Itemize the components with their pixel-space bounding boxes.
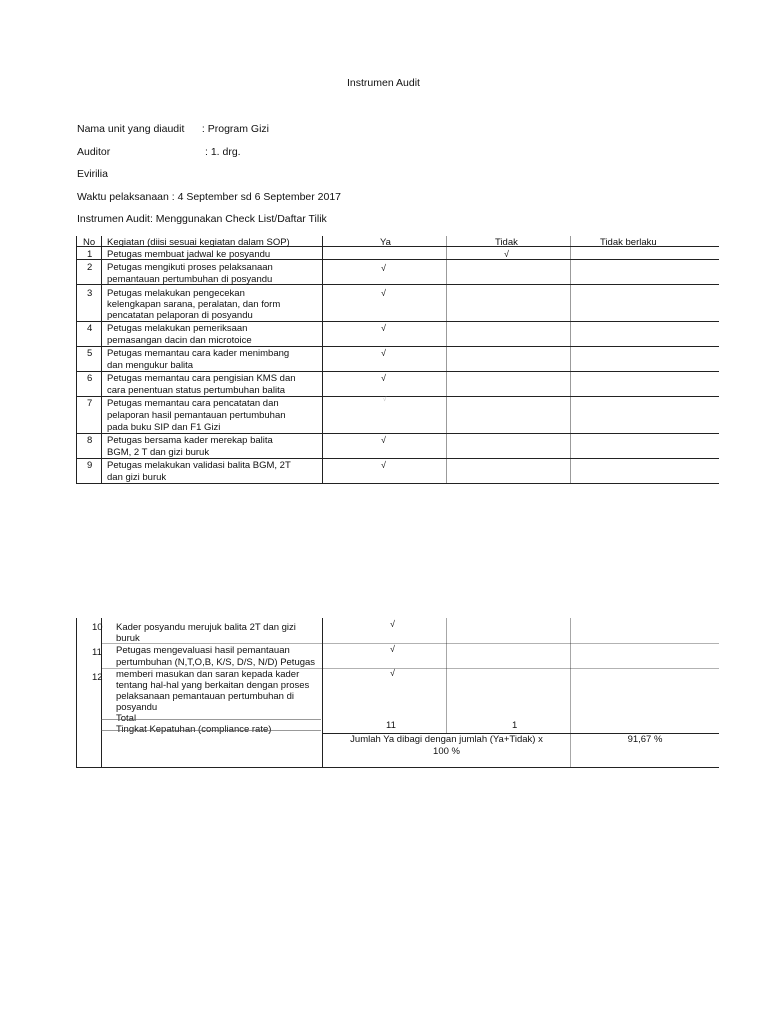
header-tidak-berlaku: Tidak berlaku — [600, 237, 657, 248]
row-kegiatan: Petugas melakukan validasi balita BGM, 2T — [107, 460, 291, 471]
auditor-label: Auditor — [77, 146, 111, 158]
instrumen-line: Instrumen Audit: Menggunakan Check List/Daftar Tilik — [77, 213, 327, 225]
compliance-value: 91,67 % — [627, 734, 663, 745]
row-kegiatan: Petugas memantau cara pengisian KMS dan — [107, 373, 296, 384]
row-kegiatan-cont: pada buku SIP dan F1 Gizi — [107, 422, 221, 433]
row-no: 2 — [87, 262, 93, 273]
row-no: 5 — [87, 348, 93, 359]
ya-check: √ — [381, 288, 386, 298]
header-kegiatan: Kegiatan (diisi sesuai kegiatan dalam SOP) — [107, 237, 290, 248]
row-kegiatan: Petugas mengevaluasi hasil pemantauan — [116, 645, 290, 656]
ya-check: √ — [390, 644, 395, 654]
row-no: 12 — [92, 672, 103, 683]
ya-check: √ — [390, 619, 395, 629]
compliance-formula: Jumlah Ya dibagi dengan jumlah (Ya+Tidak) x — [350, 734, 543, 745]
row-kegiatan: Petugas membuat jadwal ke posyandu — [107, 249, 271, 260]
ya-check: √ — [383, 397, 387, 403]
ya-check: √ — [390, 668, 395, 678]
header-no: No — [83, 237, 96, 248]
row-kegiatan-cont: pemasangan dacin dan microtoice — [107, 335, 252, 346]
row-kegiatan: Petugas mengikuti proses pelaksanaan — [107, 262, 273, 273]
row-kegiatan: Kader posyandu merujuk balita 2T dan gizi — [116, 622, 296, 633]
header-ya: Ya — [380, 237, 391, 248]
row-no: 11 — [92, 647, 102, 658]
row-kegiatan: Petugas bersama kader merekap balita — [107, 435, 273, 446]
row-kegiatan-cont: pemantauan pertumbuhan di posyandu — [107, 274, 273, 285]
auditor-value: : 1. drg. — [205, 146, 241, 158]
row-kegiatan-cont: dan gizi buruk — [107, 472, 167, 483]
row-no: 1 — [87, 249, 93, 260]
unit-line: Nama unit yang diaudit : Program Gizi — [77, 123, 269, 135]
row-kegiatan-cont: pelaksanaan pemantauan pertumbuhan di — [116, 691, 294, 702]
row-kegiatan: memberi masukan dan saran kepada kader — [116, 669, 300, 680]
ya-check: √ — [381, 323, 386, 333]
row-kegiatan: Petugas memantau cara pencatatan dan — [107, 398, 279, 409]
row-no: 10 — [92, 622, 103, 633]
row-kegiatan-cont: buruk — [116, 633, 140, 644]
row-no: 6 — [87, 373, 93, 384]
row-kegiatan-cont: cara penentuan status pertumbuhan balita — [107, 385, 285, 396]
ya-check: √ — [381, 460, 386, 470]
row-kegiatan: Petugas melakukan pemeriksaan — [107, 323, 248, 334]
compliance-formula-cont: 100 % — [433, 746, 460, 757]
ya-check: √ — [381, 435, 386, 445]
auditor-name: Evirilia — [77, 168, 108, 180]
row-no: 3 — [87, 288, 93, 299]
row-kegiatan-cont: pelaporan hasil pemantauan pertumbuhan — [107, 410, 286, 421]
waktu-line: Waktu pelaksanaan : 4 September sd 6 September 2017 — [77, 191, 342, 203]
row-kegiatan-cont: tentang hal-hal yang berkaitan dengan proses — [116, 680, 310, 691]
row-kegiatan: Petugas memantau cara kader menimbang — [107, 348, 290, 359]
row-kegiatan-cont: posyandu — [116, 702, 158, 713]
header-tidak: Tidak — [495, 237, 518, 248]
row-no: 7 — [87, 398, 93, 409]
total-tidak: 1 — [512, 720, 518, 731]
row-kegiatan-cont: pencatatan pelaporan di posyandu — [107, 310, 253, 321]
row-no: 4 — [87, 323, 93, 334]
page-title: Instrumen Audit — [347, 77, 420, 89]
row-kegiatan-cont: BGM, 2 T dan gizi buruk — [107, 447, 210, 458]
ya-check: √ — [381, 263, 386, 273]
row-no: 8 — [87, 435, 93, 446]
ya-check: √ — [381, 348, 386, 358]
row-kegiatan: Petugas melakukan pengecekan — [107, 288, 245, 299]
row-kegiatan-cont: kelengkapan sarana, peralatan, dan form — [107, 299, 281, 310]
ya-check: √ — [381, 373, 386, 383]
row-no: 9 — [87, 460, 93, 471]
total-ya: 11 — [386, 720, 396, 731]
tidak-check: √ — [504, 249, 509, 259]
row-kegiatan-cont: pertumbuhan (N,T,O,B, K/S, D/S, N/D) Petugas — [116, 657, 316, 668]
row-kegiatan-cont: dan mengukur balita — [107, 360, 194, 371]
